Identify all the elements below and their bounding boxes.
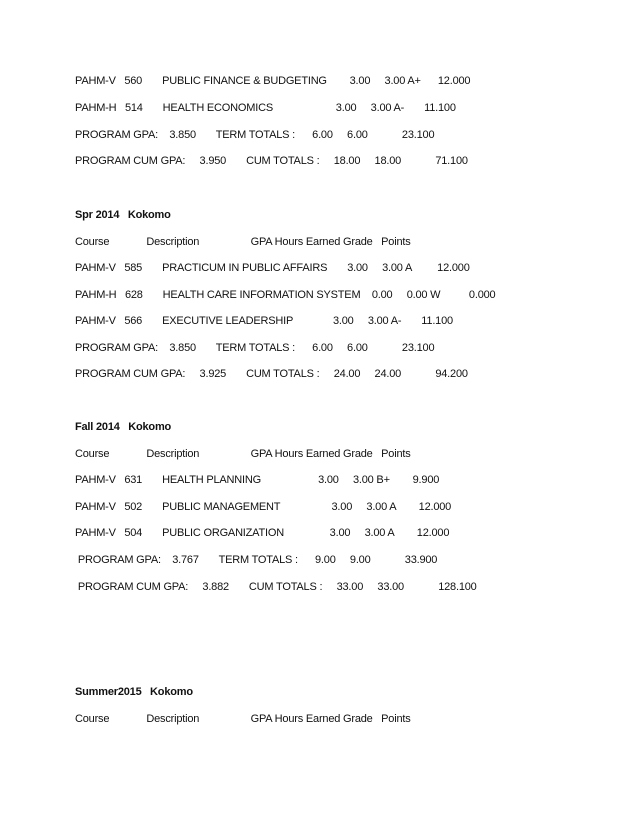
transcript-line: PAHM-V 504 PUBLIC ORGANIZATION 3.00 3.00 A 12.000 [75, 527, 450, 539]
transcript-line: PROGRAM CUM GPA: 3.950 CUM TOTALS : 18.00 18.00 71.100 [75, 155, 468, 167]
transcript-line: PAHM-V 566 EXECUTIVE LEADERSHIP 3.00 3.00 A- 11.100 [75, 315, 453, 327]
transcript-line: PROGRAM CUM GPA: 3.925 CUM TOTALS : 24.00 24.00 94.200 [75, 368, 468, 380]
transcript-line: Course Description GPA Hours Earned Grade Points [75, 713, 411, 725]
transcript-line: PROGRAM GPA: 3.850 TERM TOTALS : 6.00 6.00 23.100 [75, 342, 435, 354]
transcript-line: PROGRAM GPA: 3.850 TERM TOTALS : 6.00 6.00 23.100 [75, 129, 435, 141]
term-heading: Summer2015 Kokomo [75, 686, 193, 698]
term-heading: Spr 2014 Kokomo [75, 209, 171, 221]
transcript-line: PAHM-V 585 PRACTICUM IN PUBLIC AFFAIRS 3.00 3.00 A 12.000 [75, 262, 470, 274]
term-heading: Fall 2014 Kokomo [75, 421, 172, 433]
transcript-line: PAHM-V 631 HEALTH PLANNING 3.00 3.00 B+ 9.900 [75, 474, 440, 486]
transcript-line: PAHM-V 560 PUBLIC FINANCE & BUDGETING 3.00 3.00 A+ 12.000 [75, 75, 471, 87]
transcript-line: PROGRAM CUM GPA: 3.882 CUM TOTALS : 33.00 33.00 128.100 [75, 581, 477, 593]
transcript-line: PAHM-H 628 HEALTH CARE INFORMATION SYSTEM 0.00 0.00 W 0.000 [75, 289, 496, 301]
transcript-line: Course Description GPA Hours Earned Grade Points [75, 236, 411, 248]
transcript-line: PAHM-V 502 PUBLIC MANAGEMENT 3.00 3.00 A 12.000 [75, 501, 452, 513]
transcript-line: PAHM-H 514 HEALTH ECONOMICS 3.00 3.00 A- 11.100 [75, 102, 456, 114]
transcript-line: Course Description GPA Hours Earned Grade Points [75, 448, 411, 460]
transcript-line: PROGRAM GPA: 3.767 TERM TOTALS : 9.00 9.00 33.900 [75, 554, 438, 566]
